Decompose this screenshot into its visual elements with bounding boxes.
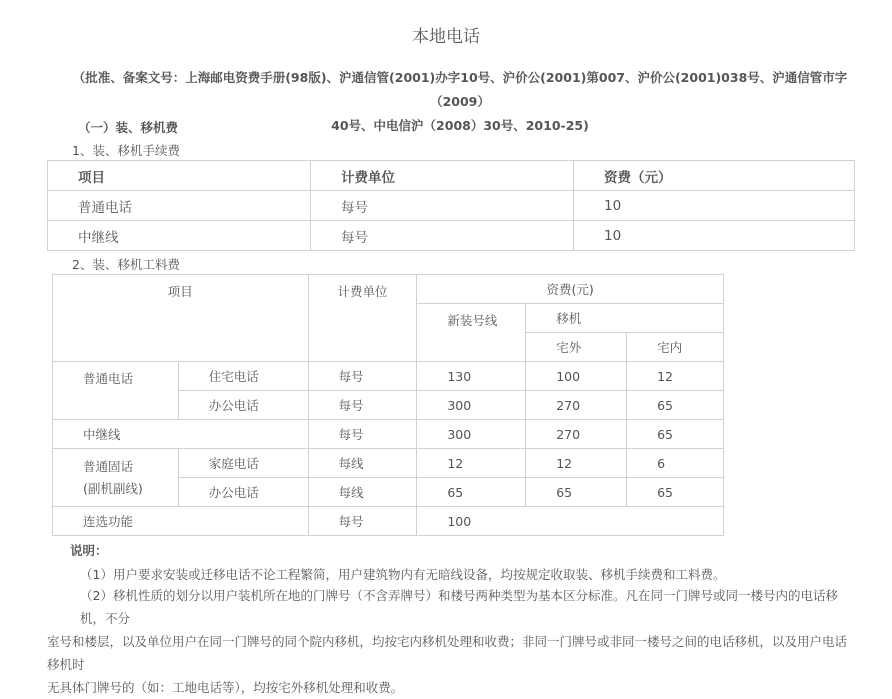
- cell-unit: 每号: [308, 420, 417, 449]
- sub-item: 办公电话: [178, 478, 308, 507]
- cell-unit: 每线: [308, 449, 417, 478]
- cell-new: 100: [417, 507, 724, 536]
- cell-fee: 10: [574, 221, 855, 251]
- header-outside: 宅外: [526, 333, 627, 362]
- header-item: 项目: [48, 161, 311, 191]
- cell-item: 普通电话: [48, 191, 311, 221]
- cell-inside: 65: [627, 478, 724, 507]
- cell-new: 300: [417, 420, 526, 449]
- cell-inside: 65: [627, 391, 724, 420]
- explanation-paragraph-2: [47, 584, 855, 699]
- group-label: 普通电话: [53, 362, 179, 420]
- cell-new: 300: [417, 391, 526, 420]
- cell-inside: 12: [627, 362, 724, 391]
- explanation-paragraph-2-line-3: 无具体门牌号的（如：工地电话等），均按宅外移机处理和收费。: [47, 680, 404, 695]
- approval-note-line-1: （批准、备案文号：上海邮电资费手册(98版)、沪通信管(2001)办字10号、沪价公(2001)第007、沪价公(2001)038号、沪通信管市字（2009）: [72, 70, 848, 109]
- cell-unit: 每号: [308, 391, 417, 420]
- table-row: [53, 420, 724, 449]
- header-fee: 资费（元）: [574, 161, 855, 191]
- header-move: 移机: [526, 304, 724, 333]
- cell-outside: 100: [526, 362, 627, 391]
- approval-note-line-2: 40号、中电信沪（2008）30号、2010-25): [331, 118, 589, 133]
- explanation-paragraph-1: （1）用户要求安装或迁移电话不论工程繁简，用户建筑物内有无暗线设备，均按规定收取装、移机手续费和工料费。: [80, 567, 726, 582]
- cell-outside: 65: [526, 478, 627, 507]
- header-new-line: 新装号线: [417, 304, 526, 362]
- cell-unit: 每号: [311, 221, 574, 251]
- sub-item: 家庭电话: [178, 449, 308, 478]
- approval-note: [60, 66, 860, 138]
- cell-unit: 每线: [308, 478, 417, 507]
- header-inside: 宅内: [627, 333, 724, 362]
- cell-new: 65: [417, 478, 526, 507]
- header-fee: 资费(元): [417, 275, 724, 304]
- group-label-line-1: 普通固话: [83, 459, 134, 474]
- cell-outside: 270: [526, 420, 627, 449]
- cell-item: 中继线: [48, 221, 311, 251]
- section-heading: （一）装、移机费: [78, 120, 179, 135]
- table-row: [53, 507, 724, 536]
- group-label-line-2: (副机副线): [83, 481, 143, 496]
- cell-new: 130: [417, 362, 526, 391]
- subsection-heading-1: 1、装、移机手续费: [72, 143, 180, 158]
- cell-outside: 12: [526, 449, 627, 478]
- explanation-heading: 说明：: [70, 543, 108, 558]
- explanation-paragraph-2-line-2: 室号和楼层，以及单位用户在同一门牌号的同个院内移机，均按宅内移机处理和收费；非同一门牌号或非同一楼号之间的电话移机，以及用户电话移机时: [47, 634, 848, 672]
- table-row: [48, 221, 855, 251]
- group-label: [53, 449, 179, 507]
- cell-unit: 每号: [311, 191, 574, 221]
- header-unit: 计费单位: [308, 275, 417, 362]
- header-unit: 计费单位: [311, 161, 574, 191]
- table-row: [53, 449, 724, 478]
- header-item: 项目: [53, 275, 309, 362]
- table-row: [53, 362, 724, 391]
- group-label: 中继线: [53, 420, 309, 449]
- table-row: [48, 191, 855, 221]
- procedure-fee-table: [47, 160, 855, 251]
- material-fee-table: [52, 274, 724, 536]
- sub-item: 住宅电话: [178, 362, 308, 391]
- sub-item: 办公电话: [178, 391, 308, 420]
- subsection-heading-2: 2、装、移机工料费: [72, 257, 180, 272]
- table-header-row: [53, 275, 724, 304]
- table-header-row: [48, 161, 855, 191]
- page-title: 本地电话: [412, 27, 480, 47]
- cell-outside: 270: [526, 391, 627, 420]
- cell-unit: 每号: [308, 362, 417, 391]
- cell-unit: 每号: [308, 507, 417, 536]
- cell-inside: 6: [627, 449, 724, 478]
- group-label: 连选功能: [53, 507, 309, 536]
- cell-inside: 65: [627, 420, 724, 449]
- cell-new: 12: [417, 449, 526, 478]
- explanation-paragraph-2-line-1: （2）移机性质的划分以用户装机所在地的门牌号（不含弄牌号）和楼号两种类型为基本区分标准。凡在同一门牌号或同一楼号内的电话移机，不分: [80, 588, 838, 626]
- cell-fee: 10: [574, 191, 855, 221]
